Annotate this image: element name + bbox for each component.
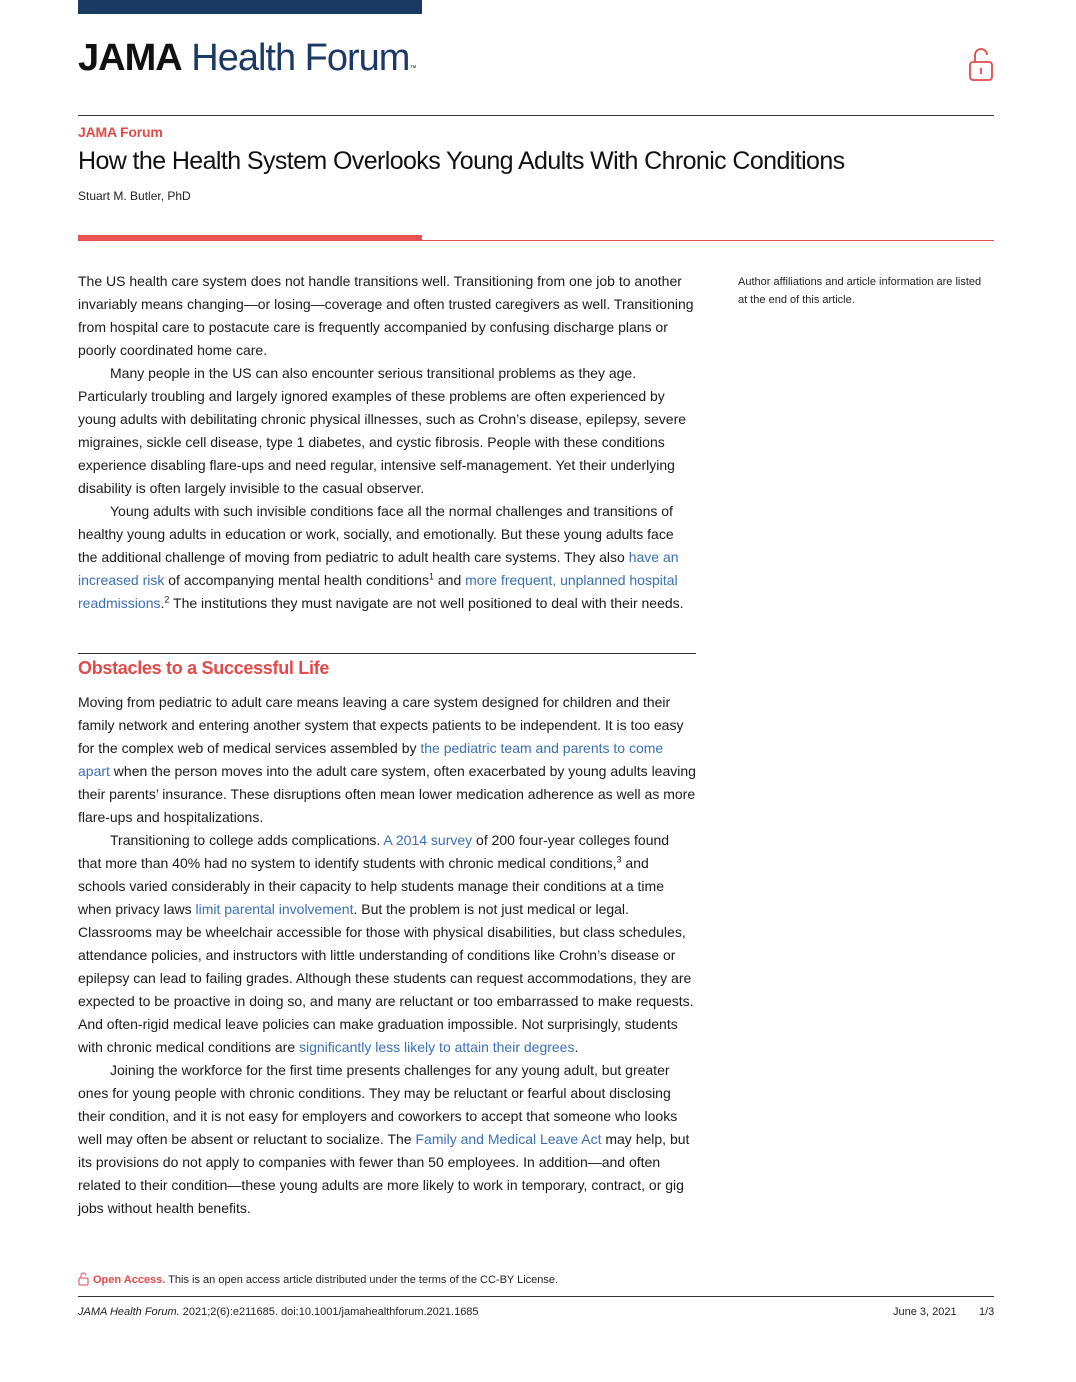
paragraph-text: . But the problem is not just medical or legal. Classrooms may be wheelchair accessible for those with physical disabilities, but class schedules, attendance policies, and instructors with little understanding of conditions like Crohn’s disease or epilepsy can lead to failing grades. Although these students can request accommodations, they are expected to be proactive in doing so, and many are reluctant or too embarrassed to make requests. And often-rigid medical leave policies can make graduation impossible. Not surprisingly, students with chronic medical conditions are <box>78 901 694 1055</box>
survey-link[interactable]: A 2014 survey <box>383 832 473 848</box>
section-heading-divider <box>78 653 696 654</box>
paragraph-text: when the person moves into the adult care system, often exacerbated by young adults leaving their parents’ insurance. These disruptions often mean lower medication adherence as well as more flare-ups and hospitalizations. <box>78 763 696 825</box>
footer-doi: 2021;2(6):e211685. doi:10.1001/jamahealthforum.2021.1685 <box>179 1306 479 1318</box>
section-heading: Obstacles to a Successful Life <box>78 658 330 678</box>
article-author: Stuart M. Butler, PhD <box>78 189 191 203</box>
footer-date: June 3, 2021 <box>893 1306 957 1318</box>
footer-journal: JAMA Health Forum. <box>78 1306 180 1318</box>
author-affiliations-note: Author affiliations and article information are listed at the end of this article. <box>738 276 982 306</box>
parental-involvement-link[interactable]: limit parental involvement <box>195 901 354 917</box>
paragraph-text: Moving from pediatric to adult care means leaving a care system designed for children and their family network and entering another system that expects patients to be independent. It is too easy for the complex web of medical services assembled by <box>78 694 684 756</box>
paragraph <box>78 691 696 829</box>
article-title: How the Health System Overlooks Young Adults With Chronic Conditions <box>78 147 845 175</box>
open-access-small-lock-icon <box>78 1272 89 1286</box>
paragraph-text: . <box>574 1039 579 1055</box>
readmissions-link[interactable]: more frequent, unplanned hospital readmissions <box>78 572 678 611</box>
section-label: JAMA Forum <box>78 124 163 140</box>
paragraph-text: of accompanying mental health conditions <box>164 572 429 588</box>
increased-risk-link[interactable]: have an increased risk <box>78 549 679 588</box>
paragraph-text: Joining the workforce for the first time presents challenges for any young adult, but greater ones for young people with chronic conditions. They may be reluctant or fearful about disclosing their condition, and it is not easy for employers and coworkers to accept that someone who looks well may often be absent or reluctant to socialize. The <box>78 1062 678 1147</box>
paragraph-text: and <box>434 572 466 588</box>
paragraph-text: The institutions they must navigate are not well positioned to deal with their needs. <box>169 595 684 611</box>
paragraph: Many people in the US can also encounter serious transitional problems as they age. Particularly troubling and largely ignored examples of these problems are often experienced by young adults with debilitating chronic physical illnesses, such as Crohn’s disease, epilepsy, severe migraines, sickle cell disease, type 1 diabetes, and cystic fibrosis. People with these conditions experience disabling flare-ups and need regular, intensive self-management. Yet their underlying disability is often largely invisible to the casual observer. <box>78 365 687 496</box>
title-divider-accent <box>78 235 422 241</box>
open-access-label: Open Access. <box>93 1274 166 1286</box>
open-access-text: This is an open access article distributed under the terms of the CC-BY License. <box>165 1274 559 1286</box>
open-access-notice <box>78 1272 558 1286</box>
masthead-health-forum: Health Forum <box>191 37 410 79</box>
paragraph <box>78 829 696 1059</box>
masthead-trademark: ™ <box>409 65 416 72</box>
reference-2[interactable]: 2 <box>164 594 170 605</box>
paragraph-text: Transitioning to college adds complications. <box>110 832 384 848</box>
paragraph-text: and schools varied considerably in their capacity to help students manage their conditions at a time when privacy laws <box>78 855 664 917</box>
header-divider <box>78 115 994 116</box>
paragraph <box>78 500 696 615</box>
title-divider-line <box>422 240 994 241</box>
journal-masthead <box>78 36 415 91</box>
paragraph-text: of 200 four-year colleges found that more than 40% had no system to identify students with chronic medical conditions, <box>78 832 670 871</box>
article-section-body <box>78 691 696 1220</box>
paragraph-text: may help, but its provisions do not apply to companies with fewer than 50 employees. In addition—and often related to their condition—these young adults are more likely to work in temporary, contract, or gig jobs without health benefits. <box>78 1131 690 1216</box>
pediatric-team-link[interactable]: the pediatric team and parents to come apart <box>78 740 664 779</box>
open-access-lock-icon <box>967 45 995 83</box>
paragraph: The US health care system does not handle transitions well. Transitioning from one job to another invariably means changing—or losing—coverage and often trusted caregivers as well. Transitioning from hospital care to postacute care is frequently accompanied by confusing discharge plans or poorly coordinated home care. <box>78 273 694 358</box>
footer-divider <box>78 1296 994 1297</box>
reference-3[interactable]: 3 <box>616 854 622 865</box>
reference-1[interactable]: 1 <box>428 571 434 582</box>
footer-citation <box>78 1306 479 1318</box>
paragraph-text: Young adults with such invisible conditions face all the normal challenges and transitions of healthy young adults in education or work, socially, and emotionally. But these young adults face the additional challenge of moving from pediatric to adult health care systems. They also <box>78 503 674 565</box>
page-number: 1/3 <box>979 1306 995 1318</box>
degrees-link[interactable]: significantly less likely to attain their degrees <box>299 1039 575 1055</box>
masthead-top-bar <box>78 0 422 14</box>
masthead-jama: JAMA <box>78 37 182 79</box>
fmla-link[interactable]: Family and Medical Leave Act <box>415 1131 602 1147</box>
article-intro <box>78 270 696 615</box>
paragraph <box>78 1059 696 1220</box>
paragraph-text: . <box>160 595 165 611</box>
